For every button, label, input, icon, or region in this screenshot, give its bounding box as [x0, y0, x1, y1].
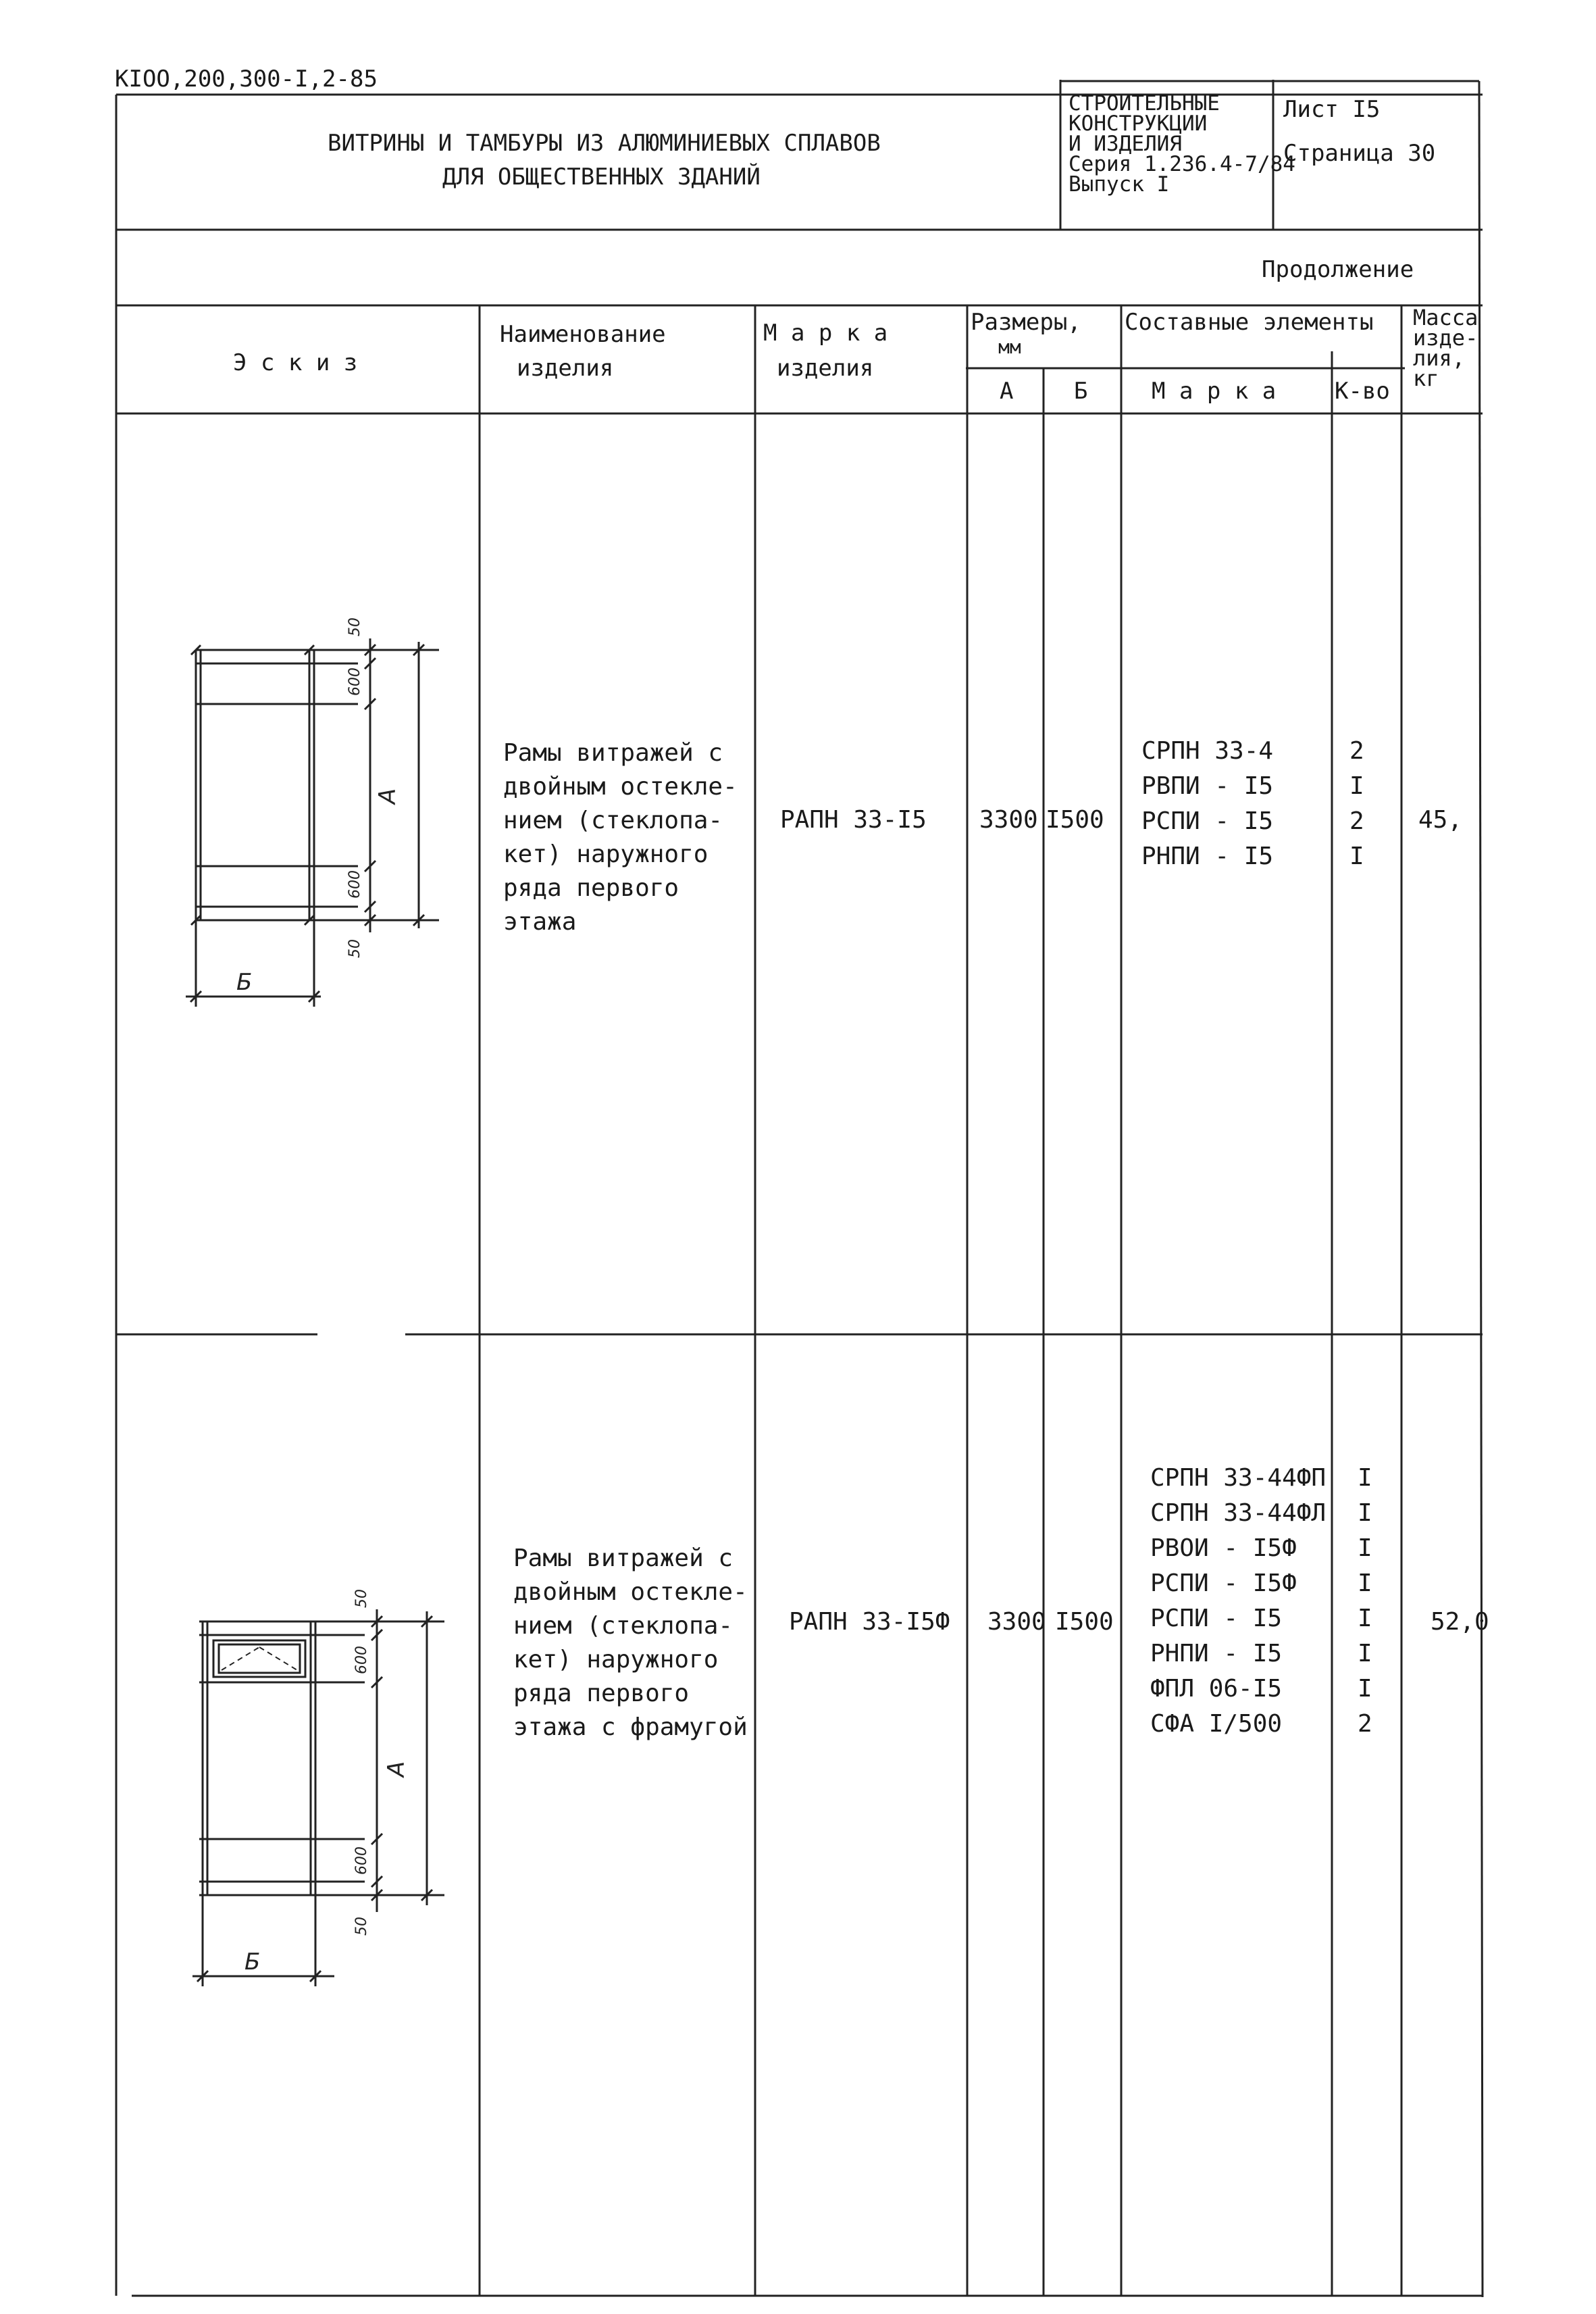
series-line: Выпуск I	[1069, 172, 1170, 197]
row1-mark: РАПН 33-I5	[780, 806, 927, 834]
col-mass-line: Масса	[1413, 305, 1478, 330]
dim-600-top: 600	[353, 1646, 370, 1674]
list-item: РНПИ - I5	[1141, 842, 1274, 870]
series-line: СТРОИТЕЛЬНЫЕ	[1069, 91, 1220, 116]
document-code: КIOO,200,300-I,2-85	[115, 66, 378, 93]
dim-a: А	[383, 1761, 410, 1777]
row2-mass: 52,0	[1431, 1608, 1489, 1636]
dim-b: Б	[236, 969, 253, 996]
list-item: I	[1358, 1534, 1372, 1562]
col-comp-qty: К-во	[1335, 378, 1390, 405]
dim-50-bottom: 50	[346, 939, 363, 958]
document-title-line1: ВИТРИНЫ И ТАМБУРЫ ИЗ АЛЮМИНИЕВЫХ СПЛАВОВ	[328, 130, 881, 157]
document-title-line2: ДЛЯ ОБЩЕСТВЕННЫХ ЗДАНИЙ	[442, 164, 761, 191]
row2-name: Рамы витражей с двойным остекле- нием (стеклопа- кет) наружного ряда первого этажа с фрамугой	[513, 1544, 748, 1741]
row1-size-b: I500	[1046, 806, 1104, 834]
list-item: СФА I/500	[1150, 1710, 1283, 1738]
row2-mark: РАПН 33-I5Ф	[789, 1608, 950, 1636]
list-item: I	[1349, 772, 1364, 800]
list-item: СРПН 33-44ФЛ	[1150, 1499, 1327, 1527]
dim-600-bottom: 600	[353, 1846, 370, 1875]
list-item: РВПИ - I5	[1141, 772, 1274, 800]
dim-50-top: 50	[353, 1589, 370, 1608]
series-line: Серия 1.236.4-7/84	[1069, 152, 1295, 176]
col-sketch: Э с к и з	[233, 349, 358, 376]
row2-size-a: 3300	[987, 1608, 1046, 1636]
series-block	[1069, 93, 1295, 195]
dim-600-top: 600	[346, 668, 363, 696]
list-item: 2	[1349, 807, 1364, 835]
row2-elements	[1150, 1461, 1326, 1742]
row1-mass: 45,	[1418, 806, 1463, 834]
row1-qty	[1349, 734, 1364, 874]
list-item: I	[1358, 1605, 1372, 1632]
dim-b: Б	[244, 1948, 261, 1976]
continuation-label: Продолжение	[1262, 256, 1414, 283]
list-item: СРПН 33-44ФП	[1150, 1464, 1327, 1492]
list-item: РНПИ - I5	[1150, 1640, 1283, 1667]
col-mass-line: изде-	[1413, 325, 1478, 351]
col-comp-mark: М а р к а	[1152, 378, 1277, 405]
row1-name: Рамы витражей с двойным остекле- нием (стеклопа- кет) наружного ряда первого этажа	[503, 739, 738, 936]
col-name-2: изделия	[517, 355, 614, 382]
dim-50-top: 50	[346, 618, 363, 636]
list-item: I	[1358, 1464, 1372, 1492]
row2-qty	[1358, 1461, 1372, 1742]
dim-a: А	[374, 788, 401, 804]
col-size-a: А	[1000, 378, 1014, 405]
dim-50-bottom: 50	[353, 1917, 370, 1936]
list-item: 2	[1349, 737, 1364, 765]
page-number: Страница 30	[1283, 140, 1436, 167]
row1-elements	[1141, 734, 1273, 874]
series-line: И ИЗДЕЛИЯ	[1069, 132, 1182, 156]
list-item: I	[1349, 842, 1364, 870]
col-components: Составные элементы	[1125, 309, 1374, 336]
col-mark-2: изделия	[777, 355, 874, 382]
row1-size-a: 3300	[979, 806, 1038, 834]
series-line: КОНСТРУКЦИИ	[1069, 111, 1208, 136]
list-item: I	[1358, 1675, 1372, 1703]
col-sizes-1: Размеры,	[971, 309, 1081, 336]
col-sizes-2: мм	[998, 336, 1021, 358]
list-item: РСПИ - I5	[1141, 807, 1274, 835]
col-mark-1: М а р к а	[763, 320, 888, 347]
list-item: 2	[1358, 1710, 1372, 1738]
col-name-1: Наименование	[500, 321, 666, 348]
col-size-b: Б	[1074, 378, 1088, 405]
row1-sketch	[182, 601, 453, 1020]
row2-size-b: I500	[1055, 1608, 1114, 1636]
row2-sketch	[189, 1574, 459, 1993]
list-item: РВОИ - I5Ф	[1150, 1534, 1297, 1562]
list-item: РСПИ - I5	[1150, 1605, 1283, 1632]
list-item: I	[1358, 1569, 1372, 1597]
list-item: ФПЛ 06-I5	[1150, 1675, 1283, 1703]
sheet-number: Лист I5	[1283, 96, 1381, 123]
list-item: I	[1358, 1499, 1372, 1527]
list-item: I	[1358, 1640, 1372, 1667]
col-mass	[1413, 305, 1483, 391]
col-mass-line: лия,	[1413, 345, 1466, 371]
list-item: СРПН 33-4	[1141, 737, 1274, 765]
dim-600-bottom: 600	[346, 870, 363, 899]
col-mass-line: кг	[1413, 366, 1439, 391]
list-item: РСПИ - I5Ф	[1150, 1569, 1297, 1597]
